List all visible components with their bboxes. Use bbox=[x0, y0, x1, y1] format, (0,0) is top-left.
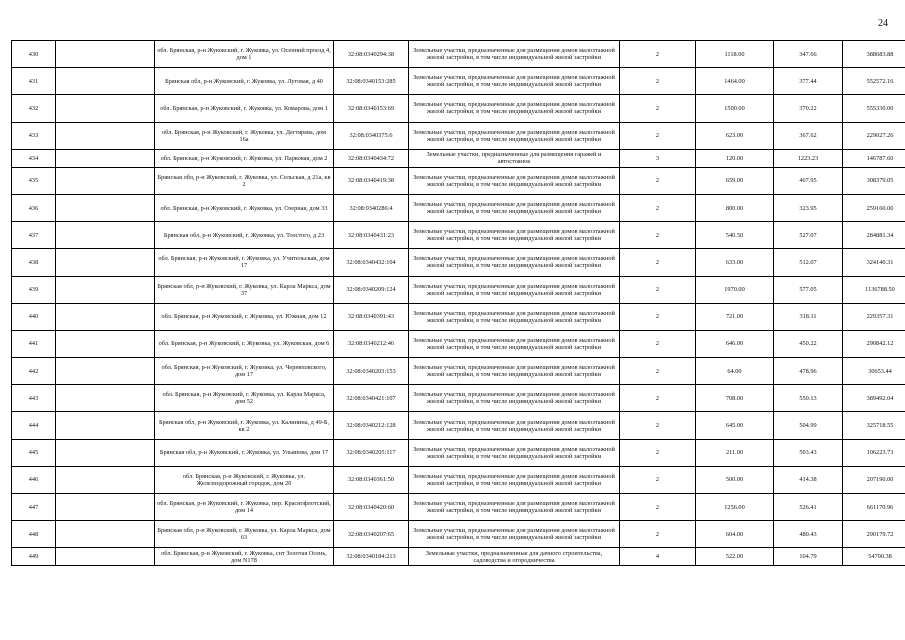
row-number-cell: 433 bbox=[12, 122, 56, 149]
area-cell: 645.00 bbox=[696, 412, 774, 439]
land-use-cell: Земельные участки, предназначенные для размещения домов малоэтажной жилой застройки, в том числе индивидуальной жилой застройки bbox=[409, 68, 620, 95]
specific-value-cell: 478.96 bbox=[774, 358, 843, 385]
use-group-cell: 2 bbox=[620, 276, 696, 303]
cadastral-value-cell: 259160.00 bbox=[843, 194, 905, 221]
address-cell: Брянская обл, р-н Жуковский, г. Жуковка, ул. Ульянова, дом 17 bbox=[155, 439, 334, 466]
empty-cell bbox=[56, 276, 155, 303]
cadastral-number-cell: 32:08:0340421:107 bbox=[334, 385, 409, 412]
cadastral-value-cell: 207190.00 bbox=[843, 466, 905, 493]
cadastral-number-cell: 32:08:0340419:38 bbox=[334, 167, 409, 194]
empty-cell bbox=[56, 330, 155, 357]
area-cell: 633.00 bbox=[696, 249, 774, 276]
row-number-cell: 436 bbox=[12, 194, 56, 221]
specific-value-cell: 377.44 bbox=[774, 68, 843, 95]
specific-value-cell: 318.11 bbox=[774, 303, 843, 330]
use-group-cell: 2 bbox=[620, 385, 696, 412]
area-cell: 211.00 bbox=[696, 439, 774, 466]
land-use-cell: Земельные участки, предназначенные для размещения домов малоэтажной жилой застройки, в том числе индивидуальной жилой застройки bbox=[409, 303, 620, 330]
area-cell: 1970.00 bbox=[696, 276, 774, 303]
cadastral-number-cell: 32:08:0340294:38 bbox=[334, 41, 409, 68]
use-group-cell: 2 bbox=[620, 358, 696, 385]
row-number-cell: 447 bbox=[12, 494, 56, 521]
empty-cell bbox=[56, 412, 155, 439]
specific-value-cell: 450.22 bbox=[774, 330, 843, 357]
cadastral-number-cell: 32:08:0340361:50 bbox=[334, 466, 409, 493]
table-row bbox=[12, 194, 905, 221]
table-row bbox=[12, 412, 905, 439]
row-number-cell: 437 bbox=[12, 222, 56, 249]
specific-value-cell: 467.95 bbox=[774, 167, 843, 194]
specific-value-cell: 480.43 bbox=[774, 521, 843, 548]
table-row bbox=[12, 494, 905, 521]
table-row bbox=[12, 149, 905, 167]
cadastral-number-cell: 32:08:0340203:153 bbox=[334, 358, 409, 385]
address-cell: обл. Брянская, р-н Жуковский, г. Жуковка, снт Золотая Осень, дом N178 bbox=[155, 548, 334, 566]
address-cell: обл. Брянская, р-н Жуковский, г. Жуковка, ул. Черняховского, дом 17 bbox=[155, 358, 334, 385]
address-cell: обл. Брянская, р-н Жуковский, г. Жуковка, ул. Парковая, дом 2 bbox=[155, 149, 334, 167]
land-use-cell: Земельные участки, предназначенные для размещения домов малоэтажной жилой застройки, в том числе индивидуальной жилой застройки bbox=[409, 276, 620, 303]
address-cell: обл. Брянская, р-н Жуковский, г. Жуковка, ул. Карла Маркса, дом 52 bbox=[155, 385, 334, 412]
address-cell: обл. Брянская, р-н Жуковский, г. Жуковка, ул. Жуковская, дом 6 bbox=[155, 330, 334, 357]
empty-cell bbox=[56, 494, 155, 521]
row-number-cell: 434 bbox=[12, 149, 56, 167]
empty-cell bbox=[56, 41, 155, 68]
area-cell: 1464.00 bbox=[696, 68, 774, 95]
area-cell: 540.50 bbox=[696, 222, 774, 249]
specific-value-cell: 370.22 bbox=[774, 95, 843, 122]
use-group-cell: 2 bbox=[620, 249, 696, 276]
use-group-cell: 3 bbox=[620, 149, 696, 167]
cadastral-value-cell: 552572.16 bbox=[843, 68, 905, 95]
row-number-cell: 431 bbox=[12, 68, 56, 95]
row-number-cell: 444 bbox=[12, 412, 56, 439]
cadastral-number-cell: 32:08:0340153:69 bbox=[334, 95, 409, 122]
land-use-cell: Земельные участки, предназначенные для размещения домов малоэтажной жилой застройки, в том числе индивидуальной жилой застройки bbox=[409, 122, 620, 149]
specific-value-cell: 1223.23 bbox=[774, 149, 843, 167]
area-cell: 1256.00 bbox=[696, 494, 774, 521]
cadastral-value-cell: 146787.60 bbox=[843, 149, 905, 167]
cadastral-value-cell: 30653.44 bbox=[843, 358, 905, 385]
area-cell: 120.00 bbox=[696, 149, 774, 167]
specific-value-cell: 347.66 bbox=[774, 41, 843, 68]
cadastral-number-cell: 32:08:0340432:104 bbox=[334, 249, 409, 276]
land-use-cell: Земельные участки, предназначенные для размещения домов малоэтажной жилой застройки, в том числе индивидуальной жилой застройки bbox=[409, 222, 620, 249]
table-row bbox=[12, 276, 905, 303]
specific-value-cell: 323.95 bbox=[774, 194, 843, 221]
row-number-cell: 445 bbox=[12, 439, 56, 466]
registry-table-body bbox=[12, 41, 905, 566]
row-number-cell: 432 bbox=[12, 95, 56, 122]
use-group-cell: 4 bbox=[620, 548, 696, 566]
land-use-cell: Земельные участки, предназначенные для размещения гаражей и автостоянок bbox=[409, 149, 620, 167]
table-row bbox=[12, 548, 905, 566]
cadastral-value-cell: 1136788.50 bbox=[843, 276, 905, 303]
use-group-cell: 2 bbox=[620, 466, 696, 493]
specific-value-cell: 526.41 bbox=[774, 494, 843, 521]
use-group-cell: 2 bbox=[620, 521, 696, 548]
row-number-cell: 441 bbox=[12, 330, 56, 357]
table-row bbox=[12, 68, 905, 95]
area-cell: 800.00 bbox=[696, 194, 774, 221]
land-use-cell: Земельные участки, предназначенные для размещения домов малоэтажной жилой застройки, в том числе индивидуальной жилой застройки bbox=[409, 494, 620, 521]
address-cell: Брянская обл, р-н Жуковский, г. Жуковка, ул. Карла Маркса, дом 37 bbox=[155, 276, 334, 303]
land-use-cell: Земельные участки, предназначенные для размещения домов малоэтажной жилой застройки, в том числе индивидуальной жилой застройки bbox=[409, 330, 620, 357]
cadastral-value-cell: 308379.05 bbox=[843, 167, 905, 194]
address-cell: обл. Брянская, р-н Жуковский, г. Жуковка, ул. Озерная, дом 33 bbox=[155, 194, 334, 221]
address-cell: обл. Брянская, р-н Жуковский, г. Жуковка, пер. Краснофлотский, дом 14 bbox=[155, 494, 334, 521]
land-use-cell: Земельные участки, предназначенные для размещения домов малоэтажной жилой застройки, в том числе индивидуальной жилой застройки bbox=[409, 385, 620, 412]
land-use-cell: Земельные участки, предназначенные для размещения домов малоэтажной жилой застройки, в том числе индивидуальной жилой застройки bbox=[409, 412, 620, 439]
cadastral-registry-table bbox=[11, 40, 905, 566]
cadastral-number-cell: 32:08:0340212:46 bbox=[334, 330, 409, 357]
use-group-cell: 2 bbox=[620, 122, 696, 149]
area-cell: 604.00 bbox=[696, 521, 774, 548]
cadastral-value-cell: 324140.31 bbox=[843, 249, 905, 276]
specific-value-cell: 367.62 bbox=[774, 122, 843, 149]
specific-value-cell: 550.13 bbox=[774, 385, 843, 412]
cadastral-value-cell: 555330.00 bbox=[843, 95, 905, 122]
land-use-cell: Земельные участки, предназначенные для размещения домов малоэтажной жилой застройки, в том числе индивидуальной жилой застройки bbox=[409, 194, 620, 221]
land-use-cell: Земельные участки, предназначенные для размещения домов малоэтажной жилой застройки, в том числе индивидуальной жилой застройки bbox=[409, 358, 620, 385]
cadastral-value-cell: 106223.73 bbox=[843, 439, 905, 466]
specific-value-cell: 577.05 bbox=[774, 276, 843, 303]
cadastral-number-cell: 32:08:0340391:43 bbox=[334, 303, 409, 330]
table-row bbox=[12, 249, 905, 276]
land-use-cell: Земельные участки, предназначенные для размещения домов малоэтажной жилой застройки, в том числе индивидуальной жилой застройки bbox=[409, 466, 620, 493]
empty-cell bbox=[56, 167, 155, 194]
specific-value-cell: 104.79 bbox=[774, 548, 843, 566]
land-use-cell: Земельные участки, предназначенные для дачного строительства, садоводства и огородничества bbox=[409, 548, 620, 566]
land-use-cell: Земельные участки, предназначенные для размещения домов малоэтажной жилой застройки, в том числе индивидуальной жилой застройки bbox=[409, 167, 620, 194]
empty-cell bbox=[56, 149, 155, 167]
area-cell: 1500.00 bbox=[696, 95, 774, 122]
cadastral-value-cell: 389492.04 bbox=[843, 385, 905, 412]
cadastral-number-cell: 32:08:0340434:72 bbox=[334, 149, 409, 167]
empty-cell bbox=[56, 385, 155, 412]
address-cell: Брянская обл, р-н Жуковский, г. Жуковка, ул. Карла Маркса, дом 63 bbox=[155, 521, 334, 548]
cadastral-number-cell: 32:08:0340153:285 bbox=[334, 68, 409, 95]
row-number-cell: 438 bbox=[12, 249, 56, 276]
table-row bbox=[12, 330, 905, 357]
use-group-cell: 2 bbox=[620, 494, 696, 521]
table-row bbox=[12, 521, 905, 548]
cadastral-value-cell: 54700.38 bbox=[843, 548, 905, 566]
page-number: 24 bbox=[878, 18, 888, 29]
empty-cell bbox=[56, 95, 155, 122]
table-row bbox=[12, 222, 905, 249]
empty-cell bbox=[56, 358, 155, 385]
empty-cell bbox=[56, 68, 155, 95]
area-cell: 721.00 bbox=[696, 303, 774, 330]
specific-value-cell: 504.99 bbox=[774, 412, 843, 439]
cadastral-value-cell: 325718.55 bbox=[843, 412, 905, 439]
empty-cell bbox=[56, 249, 155, 276]
address-cell: Брянская обл, р-н Жуковский, г. Жуковка, ул. Толстого, д 23 bbox=[155, 222, 334, 249]
cadastral-value-cell: 661170.96 bbox=[843, 494, 905, 521]
table-row bbox=[12, 167, 905, 194]
address-cell: обл. Брянская, р-н Жуковский, г. Жуковка, ул. Осенний проезд 4, дом 1 bbox=[155, 41, 334, 68]
address-cell: обл. Брянская, р-н Жуковский, г. Жуковка, ул. Комарова, дом 1 bbox=[155, 95, 334, 122]
land-use-cell: Земельные участки, предназначенные для размещения домов малоэтажной жилой застройки, в том числе индивидуальной жилой застройки bbox=[409, 249, 620, 276]
cadastral-value-cell: 290179.72 bbox=[843, 521, 905, 548]
table-row bbox=[12, 439, 905, 466]
area-cell: 500.00 bbox=[696, 466, 774, 493]
specific-value-cell: 414.38 bbox=[774, 466, 843, 493]
empty-cell bbox=[56, 521, 155, 548]
land-use-cell: Земельные участки, предназначенные для размещения домов малоэтажной жилой застройки, в том числе индивидуальной жилой застройки bbox=[409, 521, 620, 548]
area-cell: 623.00 bbox=[696, 122, 774, 149]
table-row bbox=[12, 122, 905, 149]
area-cell: 522.00 bbox=[696, 548, 774, 566]
cadastral-value-cell: 229027.26 bbox=[843, 122, 905, 149]
area-cell: 646.00 bbox=[696, 330, 774, 357]
address-cell: обл. Брянская, р-н Жуковский, г. Жуковка, ул. Учительская, дом 17 bbox=[155, 249, 334, 276]
empty-cell bbox=[56, 439, 155, 466]
cadastral-number-cell: 32:08:0340205:117 bbox=[334, 439, 409, 466]
land-use-cell: Земельные участки, предназначенные для размещения домов малоэтажной жилой застройки, в том числе индивидуальной жилой застройки bbox=[409, 439, 620, 466]
empty-cell bbox=[56, 194, 155, 221]
use-group-cell: 2 bbox=[620, 167, 696, 194]
specific-value-cell: 512.07 bbox=[774, 249, 843, 276]
area-cell: 1118.00 bbox=[696, 41, 774, 68]
cadastral-value-cell: 290842.12 bbox=[843, 330, 905, 357]
table-row bbox=[12, 466, 905, 493]
table-row bbox=[12, 358, 905, 385]
specific-value-cell: 527.07 bbox=[774, 222, 843, 249]
area-cell: 708.00 bbox=[696, 385, 774, 412]
row-number-cell: 446 bbox=[12, 466, 56, 493]
row-number-cell: 443 bbox=[12, 385, 56, 412]
address-cell: Брянская обл, р-н Жуковский, г. Жуковка, ул. Сельская, д 21а, кв 2 bbox=[155, 167, 334, 194]
cadastral-number-cell: 32:08:0340431:23 bbox=[334, 222, 409, 249]
cadastral-number-cell: 32:08:0340184:213 bbox=[334, 548, 409, 566]
row-number-cell: 449 bbox=[12, 548, 56, 566]
table-row bbox=[12, 303, 905, 330]
empty-cell bbox=[56, 303, 155, 330]
address-cell: Брянская обл, р-н Жуковский, г. Жуковка, ул. Калинина, д 49-Б, кв 2 bbox=[155, 412, 334, 439]
address-cell: Брянская обл, р-н Жуковский, г. Жуковка, ул. Луговая, д 40 bbox=[155, 68, 334, 95]
cadastral-number-cell: 32:08:0340209:124 bbox=[334, 276, 409, 303]
use-group-cell: 2 bbox=[620, 41, 696, 68]
address-cell: обл. Брянская, р-н Жуковский, г. Жуковка, ул. Железнодорожный городок, дом 20 bbox=[155, 466, 334, 493]
row-number-cell: 442 bbox=[12, 358, 56, 385]
use-group-cell: 2 bbox=[620, 439, 696, 466]
table-row bbox=[12, 41, 905, 68]
land-use-cell: Земельные участки, предназначенные для размещения домов малоэтажной жилой застройки, в том числе индивидуальной жилой застройки bbox=[409, 41, 620, 68]
row-number-cell: 448 bbox=[12, 521, 56, 548]
empty-cell bbox=[56, 122, 155, 149]
cadastral-number-cell: 32:08:0340286:4 bbox=[334, 194, 409, 221]
cadastral-value-cell: 284881.34 bbox=[843, 222, 905, 249]
table-row bbox=[12, 385, 905, 412]
row-number-cell: 435 bbox=[12, 167, 56, 194]
empty-cell bbox=[56, 548, 155, 566]
address-cell: обл. Брянская, р-н Жуковский, г. Жуковка, ул. Южная, дом 12 bbox=[155, 303, 334, 330]
area-cell: 64.00 bbox=[696, 358, 774, 385]
use-group-cell: 2 bbox=[620, 303, 696, 330]
use-group-cell: 2 bbox=[620, 95, 696, 122]
use-group-cell: 2 bbox=[620, 222, 696, 249]
row-number-cell: 440 bbox=[12, 303, 56, 330]
land-use-cell: Земельные участки, предназначенные для размещения домов малоэтажной жилой застройки, в том числе индивидуальной жилой застройки bbox=[409, 95, 620, 122]
specific-value-cell: 503.43 bbox=[774, 439, 843, 466]
use-group-cell: 2 bbox=[620, 330, 696, 357]
cadastral-number-cell: 32:08:0340212:128 bbox=[334, 412, 409, 439]
cadastral-number-cell: 32:08:0340375:6 bbox=[334, 122, 409, 149]
cadastral-number-cell: 32:08:0340207:65 bbox=[334, 521, 409, 548]
use-group-cell: 2 bbox=[620, 412, 696, 439]
empty-cell bbox=[56, 466, 155, 493]
use-group-cell: 2 bbox=[620, 68, 696, 95]
address-cell: обл. Брянская, р-н Жуковский, г. Жуковка, ул. Дегтярева, дом 16а bbox=[155, 122, 334, 149]
empty-cell bbox=[56, 222, 155, 249]
row-number-cell: 430 bbox=[12, 41, 56, 68]
cadastral-value-cell: 229357.31 bbox=[843, 303, 905, 330]
table-row bbox=[12, 95, 905, 122]
area-cell: 659.00 bbox=[696, 167, 774, 194]
cadastral-number-cell: 32:08:0340420:60 bbox=[334, 494, 409, 521]
row-number-cell: 439 bbox=[12, 276, 56, 303]
cadastral-value-cell: 388683.88 bbox=[843, 41, 905, 68]
use-group-cell: 2 bbox=[620, 194, 696, 221]
